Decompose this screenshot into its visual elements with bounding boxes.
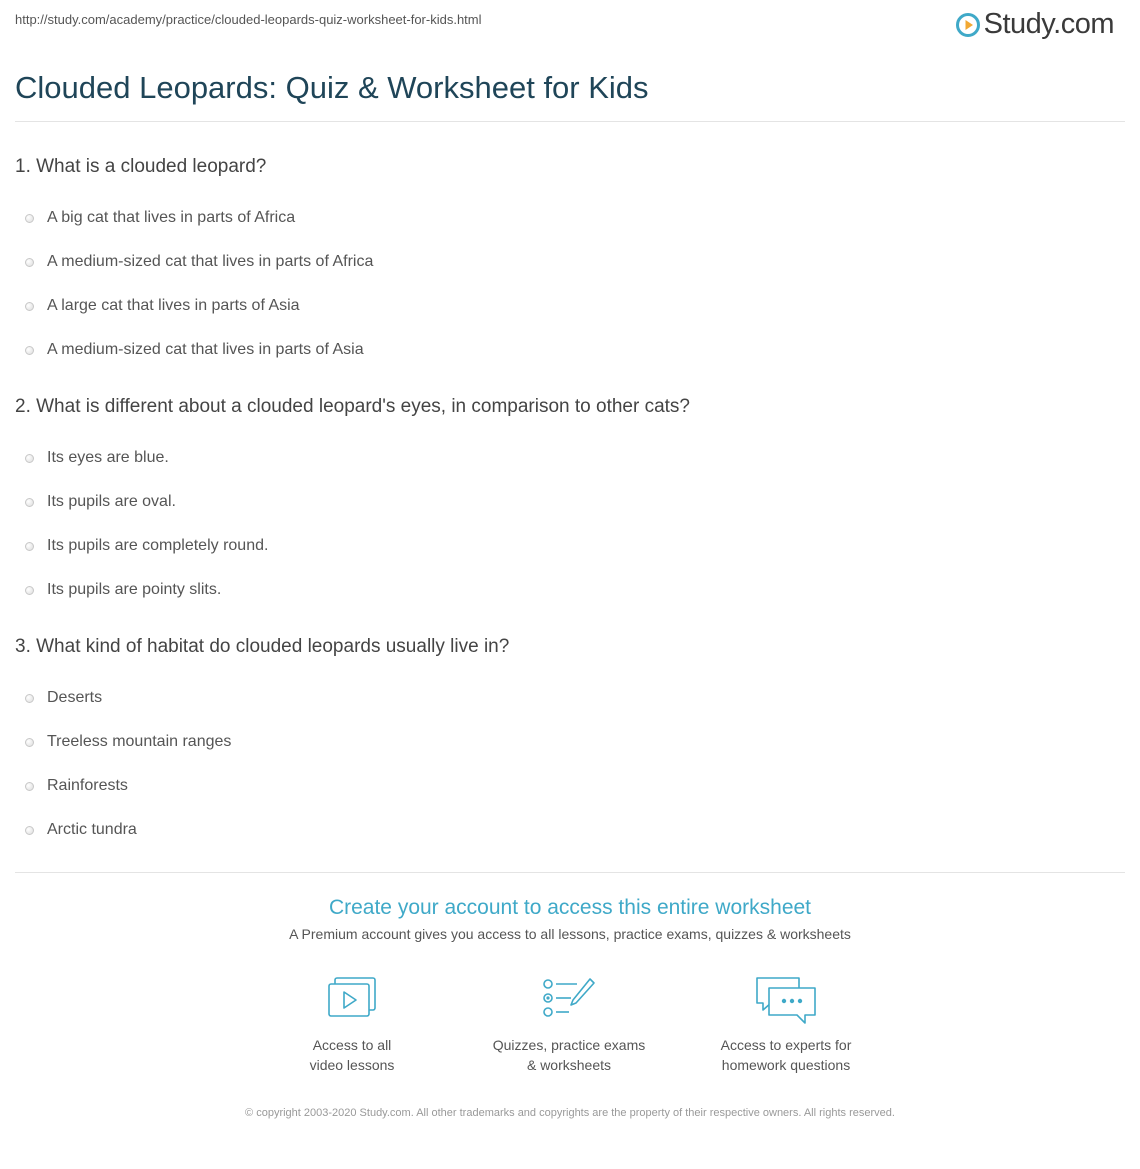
answer-option[interactable] <box>15 524 1125 568</box>
question-2 <box>15 396 1125 612</box>
signup-cta <box>0 896 1140 942</box>
feature-label <box>469 1035 669 1075</box>
answer-label: A big cat that lives in parts of Africa <box>47 209 296 226</box>
feature-video-lessons <box>252 975 452 1075</box>
answer-option[interactable] <box>15 480 1125 524</box>
logo-text: Study.com <box>983 8 1114 40</box>
answer-label: Its pupils are oval. <box>47 493 176 510</box>
answer-option[interactable] <box>15 284 1125 328</box>
feature-line-2: & worksheets <box>526 1057 612 1073</box>
radio-button[interactable] <box>25 498 34 507</box>
answer-option[interactable] <box>15 764 1125 808</box>
feature-line-2: homework questions <box>721 1057 851 1073</box>
play-logo-icon <box>956 13 980 37</box>
study-logo[interactable] <box>956 8 1114 41</box>
radio-button[interactable] <box>25 826 34 835</box>
radio-button[interactable] <box>25 542 34 551</box>
question-text: 1. What is a clouded leopard? <box>15 156 267 177</box>
answer-option[interactable] <box>15 568 1125 612</box>
feature-line-2: video lessons <box>309 1057 395 1073</box>
answer-option[interactable] <box>15 196 1125 240</box>
quiz-checklist-icon <box>541 975 597 1021</box>
answer-option[interactable] <box>15 720 1125 764</box>
radio-button[interactable] <box>25 258 34 267</box>
radio-button[interactable] <box>25 738 34 747</box>
radio-button[interactable] <box>25 782 34 791</box>
answer-label: Its pupils are completely round. <box>47 537 269 554</box>
radio-button[interactable] <box>25 454 34 463</box>
feature-label <box>252 1035 452 1075</box>
answer-label: A large cat that lives in parts of Asia <box>47 297 300 314</box>
radio-button[interactable] <box>25 346 34 355</box>
cta-subtitle: A Premium account gives you access to all lessons, practice exams, quizzes & worksheets <box>289 926 851 942</box>
feature-line-1: Access to experts for <box>720 1037 852 1053</box>
premium-features <box>0 975 1140 1085</box>
radio-button[interactable] <box>25 214 34 223</box>
cta-divider <box>15 872 1125 873</box>
answer-label: Treeless mountain ranges <box>47 733 232 750</box>
title-divider <box>15 121 1125 122</box>
cta-title[interactable]: Create your account to access this entire worksheet <box>328 896 812 919</box>
radio-button[interactable] <box>25 586 34 595</box>
page-title: Clouded Leopards: Quiz & Worksheet for Kids <box>15 70 649 105</box>
answer-option[interactable] <box>15 328 1125 372</box>
feature-experts <box>686 975 886 1075</box>
answer-label: Its eyes are blue. <box>47 449 169 466</box>
answer-label: A medium-sized cat that lives in parts of Asia <box>47 341 364 358</box>
question-3 <box>15 636 1125 852</box>
answer-option[interactable] <box>15 808 1125 852</box>
answer-option[interactable] <box>15 436 1125 480</box>
question-text: 3. What kind of habitat do clouded leopards usually live in? <box>15 636 510 657</box>
answer-option[interactable] <box>15 240 1125 284</box>
radio-button[interactable] <box>25 302 34 311</box>
page-url: http://study.com/academy/practice/clouded-leopards-quiz-worksheet-for-kids.html <box>15 12 482 27</box>
question-text: 2. What is different about a clouded leopard's eyes, in comparison to other cats? <box>15 396 691 417</box>
answer-label: Rainforests <box>47 777 128 794</box>
feature-quizzes <box>469 975 669 1075</box>
answer-label: Deserts <box>47 689 103 706</box>
video-lessons-icon <box>326 975 378 1021</box>
radio-button[interactable] <box>25 694 34 703</box>
question-1 <box>15 156 1125 372</box>
answer-label: Its pupils are pointy slits. <box>47 581 222 598</box>
answer-label: A medium-sized cat that lives in parts of Africa <box>47 253 374 270</box>
feature-label <box>686 1035 886 1075</box>
answer-label: Arctic tundra <box>47 821 137 838</box>
feature-line-1: Access to all <box>312 1037 392 1053</box>
copyright-text: © copyright 2003-2020 Study.com. All other trademarks and copyrights are the property of their respective owners. All rights reserved. <box>245 1107 895 1119</box>
chat-bubbles-icon <box>753 975 819 1025</box>
feature-line-1: Quizzes, practice exams <box>492 1037 646 1053</box>
answer-option[interactable] <box>15 676 1125 720</box>
